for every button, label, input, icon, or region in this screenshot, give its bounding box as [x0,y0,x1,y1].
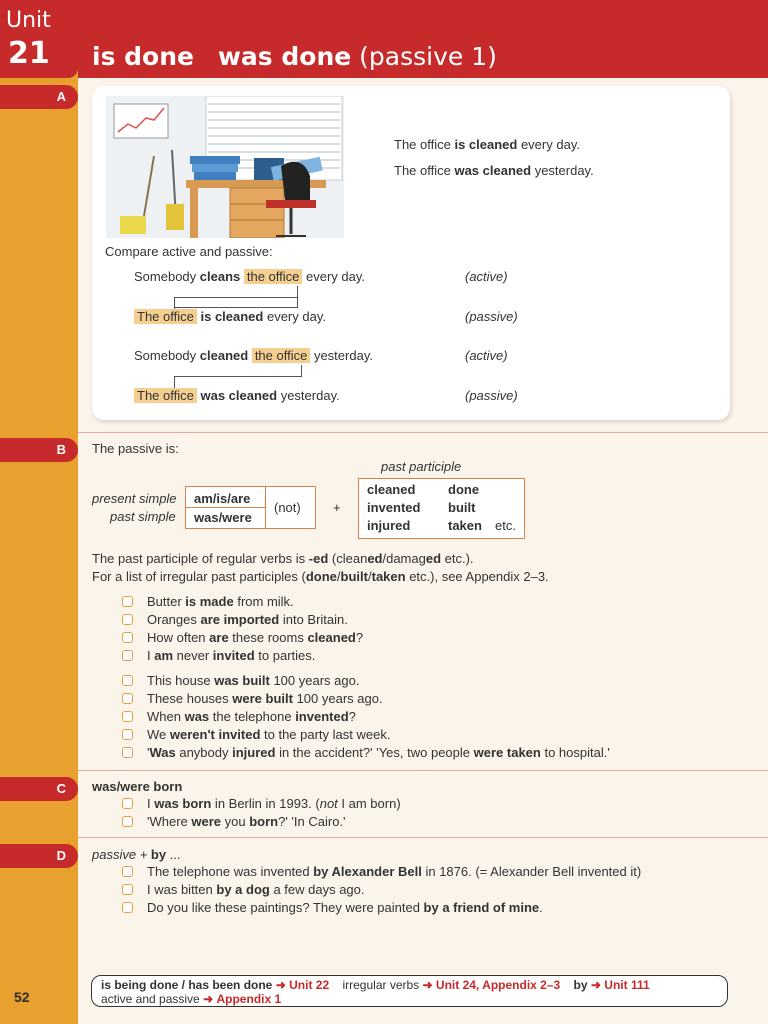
irregular-participle-note: For a list of irregular past participles (done/built/taken etc.), see Appendix 2–3. [92,569,549,584]
section-tab-a: A [0,85,78,109]
example-sentence: These houses were built 100 years ago. [147,691,383,706]
example-sentence: I was bitten by a dog a few days ago. [147,882,365,897]
table-divider [265,486,266,529]
etc-label: etc. [495,518,516,533]
section-tab-c: C [0,777,78,801]
section-tab-d: D [0,844,78,868]
example-sentence: When was the telephone invented? [147,709,356,724]
example-sentence: This house was built 100 years ago. [147,673,360,688]
example-sentence: I am never invited to parties. [147,648,316,663]
example-passive-past: The office was cleaned yesterday. [394,163,594,178]
bullet-icon [122,866,133,877]
pp-word: taken [448,518,482,533]
regular-participle-note: The past participle of regular verbs is -ed (cleaned/damaged etc.). [92,551,474,566]
section-tab-b: B [0,438,78,462]
compare-row-label: (passive) [465,309,518,324]
compare-row: Somebody cleans the office every day. [134,269,366,284]
section-d-heading: passive + by ... [92,847,181,862]
plus-sign: + [333,500,341,515]
bullet-icon [122,729,133,740]
example-passive-present: The office is cleaned every day. [394,137,580,152]
example-sentence: 'Where were you born?' 'In Cairo.' [147,814,346,829]
bullet-icon [122,798,133,809]
arrow-icon: ➜ [422,978,433,992]
example-sentence: Do you like these paintings? They were painted by a friend of mine. [147,900,543,915]
compare-row-label: (active) [465,348,508,363]
bullet-icon [122,747,133,758]
example-sentence: 'Was anybody injured in the accident?' 'Yes, two people were taken to hospital.' [147,745,610,760]
bullet-icon [122,711,133,722]
xref-link-unit-111[interactable]: Unit 111 [604,978,650,992]
bracket-line [174,297,298,298]
section-divider [78,432,768,433]
passive-intro: The passive is: [92,441,179,456]
page-header [78,0,768,78]
example-sentence: We weren't invited to the party last week. [147,727,391,742]
xref-link-unit-24[interactable]: Unit 24, Appendix 2–3 [435,978,561,992]
office-scene-icon [106,96,344,238]
bullet-icon [122,596,133,607]
xref-row-2: active and passive ➜ Appendix 1 [101,992,282,1006]
unit-badge [0,0,78,78]
section-c-heading: was/were born [92,779,183,794]
example-sentence: Butter is made from milk. [147,594,294,609]
unit-word: Unit [6,8,51,33]
compare-row-label: (passive) [465,388,518,403]
pp-word: done [448,482,480,497]
bracket-line [174,297,175,309]
page-number: 52 [14,989,30,1005]
bullet-icon [122,614,133,625]
aux-past: was/were [194,510,252,525]
sidebar [0,0,78,1024]
page-title: is done was done (passive 1) [92,42,497,71]
bracket-line [174,376,175,388]
bullet-icon [122,884,133,895]
not-label: (not) [274,500,301,515]
bullet-icon [122,632,133,643]
aux-present: am/is/are [194,491,251,506]
pp-word: built [448,500,476,515]
section-divider [78,770,768,771]
bullet-icon [122,816,133,827]
compare-row: The office is cleaned every day. [134,309,326,324]
example-sentence: How often are these rooms cleaned? [147,630,364,645]
past-participle-label: past participle [381,459,462,474]
compare-row: Somebody cleaned the office yesterday. [134,348,373,363]
section-divider [78,837,768,838]
xref-link-unit-22[interactable]: Unit 22 [289,978,330,992]
cross-reference-box [91,975,728,1007]
bullet-icon [122,693,133,704]
example-sentence: The telephone was invented by Alexander Bell in 1876. (= Alexander Bell invented it) [147,864,642,879]
pp-word: invented [367,500,421,515]
tense-present-simple: present simple [92,491,177,506]
compare-row-label: (active) [465,269,508,284]
table-divider [185,507,265,508]
pp-word: cleaned [367,482,416,497]
unit-number: 21 [8,36,50,71]
example-sentence: I was born in Berlin in 1993. (not I am born) [147,796,401,811]
compare-row: The office was cleaned yesterday. [134,388,340,403]
bullet-icon [122,902,133,913]
xref-row-1: is being done / has been done ➜ Unit 22 irregular verbs ➜ Unit 24, Appendix 2–3 by ➜ Unit 111 [101,978,650,992]
xref-link-appendix-1[interactable]: Appendix 1 [216,992,282,1006]
arrow-icon: ➜ [590,978,601,992]
bracket-line [174,376,302,377]
tense-past-simple: past simple [110,509,176,524]
office-illustration [106,96,344,238]
pp-word: injured [367,518,411,533]
bracket-line [301,365,302,377]
compare-label: Compare active and passive: [105,244,273,259]
example-sentence: Oranges are imported into Britain. [147,612,348,627]
bullet-icon [122,650,133,661]
bullet-icon [122,675,133,686]
arrow-icon: ➜ [203,992,214,1006]
arrow-icon: ➜ [275,978,286,992]
